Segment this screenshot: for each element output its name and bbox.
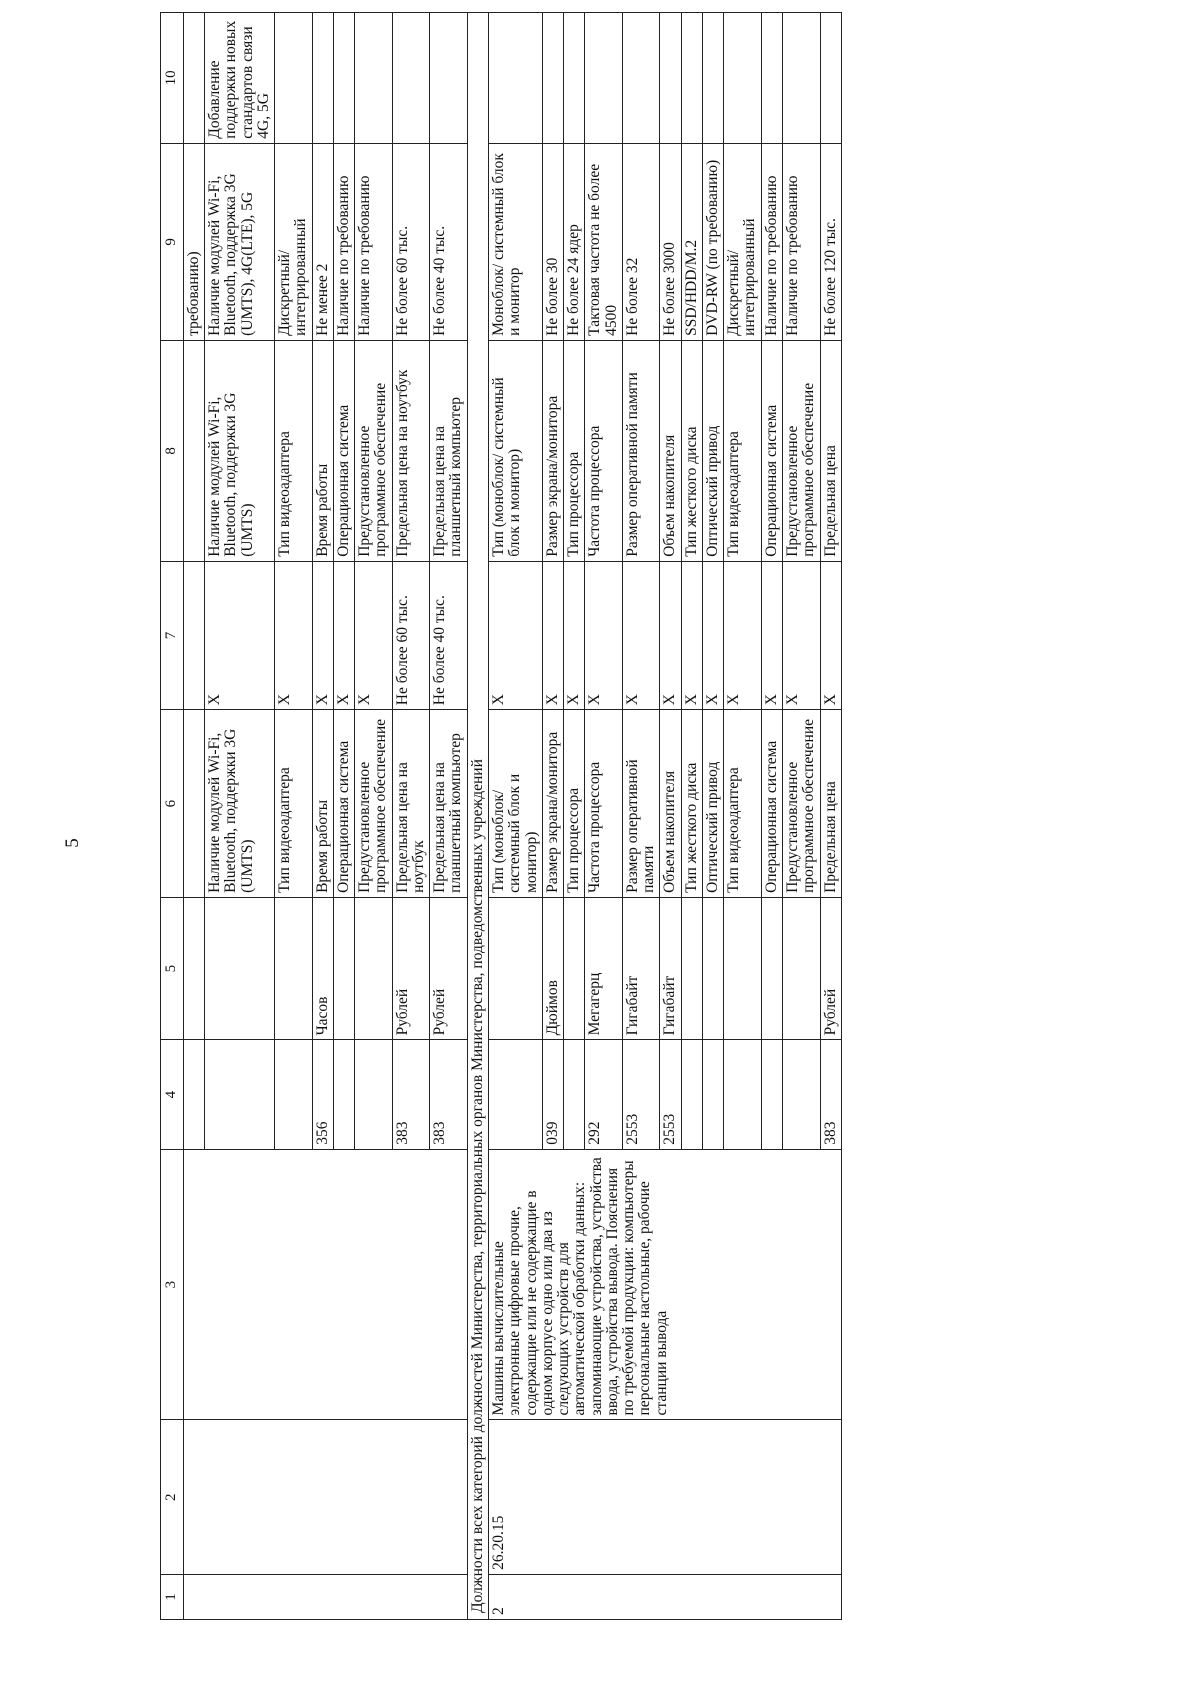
cell-c10: [355, 13, 393, 144]
section-heading-row: [467, 13, 488, 1620]
cell-c9: Не более 120 тыс.: [820, 143, 841, 340]
cell-c5: [489, 897, 543, 1040]
cell-c10: [430, 13, 468, 144]
cell-c6: Тип видеоадаптера: [275, 710, 313, 898]
cell-c8: Размер оперативной памяти: [622, 340, 660, 561]
cell-c5: [761, 897, 782, 1040]
cell-c9: Дискретный/ интегрированный: [275, 143, 313, 340]
cell-c9: SSD/HDD/M.2: [681, 143, 702, 340]
cell-c5: [333, 897, 354, 1040]
cell-c6: Предельная цена: [820, 710, 841, 898]
cell-c7: Не более 60 тыс.: [392, 561, 430, 709]
cell-c8: Размер экрана/монитора: [542, 340, 563, 561]
cell-c6: Тип процессора: [564, 710, 585, 898]
cell-c10: [489, 13, 543, 144]
cell-c9: Дискретный/ интегрированный: [724, 143, 762, 340]
cell-c5: Рублей: [430, 897, 468, 1040]
cell-c10: [724, 13, 762, 144]
col-header-7: 7: [161, 561, 184, 709]
cell-c4: 2553: [622, 1040, 660, 1149]
cell-c4: [183, 1040, 204, 1149]
cell-c9: Наличие модулей Wi-Fi, Bluetooth, поддержка 3G (UMTS), 4G(LTE), 5G: [205, 143, 275, 340]
cell-c7: X: [820, 561, 841, 709]
cell-c10: [585, 13, 623, 144]
cell-c7: [183, 561, 204, 709]
col-header-4: 4: [161, 1040, 184, 1149]
cell-c8: Тип (моноблок/ системный блок и монитор): [489, 340, 543, 561]
cell-c9: требованию): [183, 143, 204, 340]
cell-c9: Наличие по требованию: [333, 143, 354, 340]
cell-c6: Тип видеоадаптера: [724, 710, 762, 898]
cell-c9: Не более 24 ядер: [564, 143, 585, 340]
cell-c7: X: [275, 561, 313, 709]
cell-c5: [355, 897, 393, 1040]
cell-c4: [702, 1040, 723, 1149]
cell-c4: [761, 1040, 782, 1149]
cell-c4: 383: [820, 1040, 841, 1149]
cell-c6: Тип жесткого диска: [681, 710, 702, 898]
cell-c4: 356: [312, 1040, 333, 1149]
cell-c8: Тип жесткого диска: [681, 340, 702, 561]
cell-c4: [681, 1040, 702, 1149]
cell-c7: X: [355, 561, 393, 709]
cell-c8: Частота процессора: [585, 340, 623, 561]
cell-c9: Не более 3000: [660, 143, 681, 340]
cell-c9: Не более 32: [622, 143, 660, 340]
cell-c7: X: [724, 561, 762, 709]
specification-table: [160, 12, 842, 1620]
cell-c7: X: [333, 561, 354, 709]
cell-c6: Размер оперативной памяти: [622, 710, 660, 898]
cell-c8: Наличие модулей Wi-Fi, Bluetooth, поддержки 3G (UMTS): [205, 340, 275, 561]
cell-c4: [275, 1040, 313, 1149]
cell-c6: Предельная цена на ноутбук: [392, 710, 430, 898]
cell-c4: [724, 1040, 762, 1149]
cell-c8: Тип видеоадаптера: [724, 340, 762, 561]
cell-c10: [702, 13, 723, 144]
cell-c8: Операционная система: [333, 340, 354, 561]
column-number-row: [161, 13, 184, 1620]
cell-c5: Дюймов: [542, 897, 563, 1040]
cell-c4: 383: [392, 1040, 430, 1149]
cell-c8: Предельная цена: [820, 340, 841, 561]
cell-c10: [564, 13, 585, 144]
col-header-1: 1: [161, 1574, 184, 1619]
item-code-cell: 26.20.15: [489, 1420, 842, 1574]
col-header-6: 6: [161, 710, 184, 898]
cell-c4: [333, 1040, 354, 1149]
cell-c7: X: [761, 561, 782, 709]
cell-c7: X: [681, 561, 702, 709]
cell-c4: 039: [542, 1040, 563, 1149]
page-number: 5: [62, 838, 83, 848]
cell-c10: [542, 13, 563, 144]
col-header-9: 9: [161, 143, 184, 340]
cell-c5: [183, 897, 204, 1040]
cell-c4: 2553: [660, 1040, 681, 1149]
cell-c5: Часов: [312, 897, 333, 1040]
cell-c10: [820, 13, 841, 144]
cell-c8: Предельная цена на ноутбук: [392, 340, 430, 561]
cell-c9: Не более 40 тыс.: [430, 143, 468, 340]
cell-c6: Частота процессора: [585, 710, 623, 898]
cell-c8: Оптический привод: [702, 340, 723, 561]
cell-c5: Гигабайт: [622, 897, 660, 1040]
cell-c6: Предустановленное программное обеспечение: [355, 710, 393, 898]
cell-c5: [782, 897, 820, 1040]
cell-c9: Тактовая частота не более 4500: [585, 143, 623, 340]
cell-c6: Операционная система: [761, 710, 782, 898]
cell-c6: Предустановленное программное обеспечение: [782, 710, 820, 898]
cell-c6: Операционная система: [333, 710, 354, 898]
cell-c9: Не более 60 тыс.: [392, 143, 430, 340]
cell-c7: X: [585, 561, 623, 709]
cell-c10: [622, 13, 660, 144]
cell-c6: Размер экрана/монитора: [542, 710, 563, 898]
cell-c6: Оптический привод: [702, 710, 723, 898]
cell-c10: [761, 13, 782, 144]
cell-c6: Наличие модулей Wi-Fi, Bluetooth, поддержки 3G (UMTS): [205, 710, 275, 898]
table-row: [489, 13, 543, 1620]
cell-c6: Объем накопителя: [660, 710, 681, 898]
cell-c7: X: [312, 561, 333, 709]
cell-c10: [275, 13, 313, 144]
section-heading: Должности всех категорий должностей Министерства, территориальных органов Министерства, подведомственных учреждений: [467, 13, 488, 1620]
cell-c5: [702, 897, 723, 1040]
cell-c8: Время работы: [312, 340, 333, 561]
empty-cell: [183, 1420, 467, 1574]
cell-c5: [275, 897, 313, 1040]
cell-c8: Предельная цена на планшетный компьютер: [430, 340, 468, 561]
col-header-10: 10: [161, 13, 184, 144]
cell-c8: Предустановленное программное обеспечение: [355, 340, 393, 561]
cell-c7: Не более 40 тыс.: [430, 561, 468, 709]
cell-c4: 383: [430, 1040, 468, 1149]
cell-c8: Тип видеоадаптера: [275, 340, 313, 561]
cell-c7: X: [205, 561, 275, 709]
cell-c7: X: [564, 561, 585, 709]
cell-c4: [564, 1040, 585, 1149]
empty-cell: [183, 1149, 467, 1420]
cell-c10: [660, 13, 681, 144]
cell-c7: X: [542, 561, 563, 709]
cell-c5: [681, 897, 702, 1040]
cell-c4: 292: [585, 1040, 623, 1149]
cell-c10: Добавление поддержки новых стандартов связи 4G, 5G: [205, 13, 275, 144]
cell-c10: [392, 13, 430, 144]
cell-c5: Рублей: [392, 897, 430, 1040]
cell-c5: [564, 897, 585, 1040]
cell-c5: [724, 897, 762, 1040]
cell-c6: Тип (моноблок/ системный блок и монитор): [489, 710, 543, 898]
cell-c4: [782, 1040, 820, 1149]
cell-c7: X: [660, 561, 681, 709]
empty-cell: [183, 1574, 467, 1619]
cell-c5: Гигабайт: [660, 897, 681, 1040]
cell-c8: Операционная система: [761, 340, 782, 561]
item-name-cell: Машины вычислительные электронные цифровые прочие, содержащие или не содержащие в одном корпусе одно или два из следующих устройств для автоматической обработки данных: запоминающие устройства, устройства ввода, устройства вывода. Пояснения по требуемой продукции: компьютеры персональные настольные, рабочие станции вывода: [489, 1149, 842, 1420]
cell-c8: [183, 340, 204, 561]
cell-c10: [333, 13, 354, 144]
cell-c9: Не более 30: [542, 143, 563, 340]
item-num-cell: 2: [489, 1574, 842, 1619]
cell-c6: Предельная цена на планшетный компьютер: [430, 710, 468, 898]
cell-c9: Наличие по требованию: [761, 143, 782, 340]
cell-c5: Мегагерц: [585, 897, 623, 1040]
cell-c10: [681, 13, 702, 144]
cell-c6: [183, 710, 204, 898]
cell-c4: [355, 1040, 393, 1149]
cell-c8: Объем накопителя: [660, 340, 681, 561]
col-header-3: 3: [161, 1149, 184, 1420]
cell-c9: Наличие по требованию: [782, 143, 820, 340]
cell-c9: Не менее 2: [312, 143, 333, 340]
cell-c9: Моноблок/ системный блок и монитор: [489, 143, 543, 340]
cell-c6: Время работы: [312, 710, 333, 898]
cell-c10: [312, 13, 333, 144]
col-header-5: 5: [161, 897, 184, 1040]
cell-c7: X: [489, 561, 543, 709]
table-row: [183, 13, 204, 1620]
cell-c9: Наличие по требованию: [355, 143, 393, 340]
cell-c5: [205, 897, 275, 1040]
cell-c8: Предустановленное программное обеспечение: [782, 340, 820, 561]
cell-c4: [205, 1040, 275, 1149]
cell-c7: X: [622, 561, 660, 709]
col-header-8: 8: [161, 340, 184, 561]
cell-c5: Рублей: [820, 897, 841, 1040]
cell-c9: DVD-RW (по требованию): [702, 143, 723, 340]
cell-c4: [489, 1040, 543, 1149]
cell-c7: X: [782, 561, 820, 709]
cell-c8: Тип процессора: [564, 340, 585, 561]
cell-c10: [183, 13, 204, 144]
cell-c7: X: [702, 561, 723, 709]
col-header-2: 2: [161, 1420, 184, 1574]
rotated-page-content: [98, 0, 1078, 1650]
cell-c10: [782, 13, 820, 144]
